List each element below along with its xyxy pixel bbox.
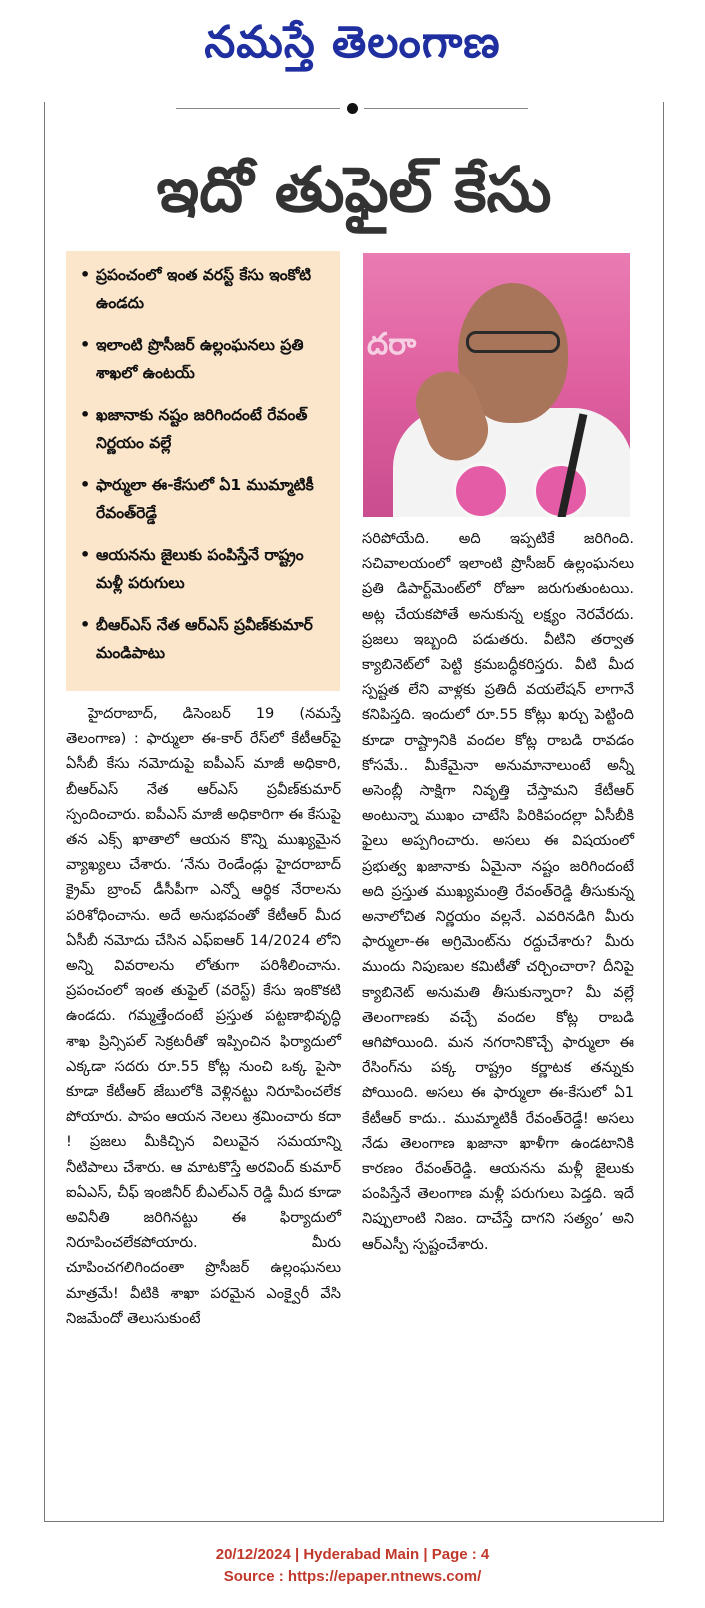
bullet-mark: •	[80, 475, 91, 494]
bullet-mark: •	[80, 405, 91, 424]
article-column-left	[66, 701, 341, 1331]
bullet-mark: •	[80, 265, 91, 284]
top-rule-dot	[347, 103, 358, 114]
top-rule-left	[176, 108, 340, 109]
top-rule-right	[364, 108, 528, 109]
highlight-text: ఫార్ములా ఈ-కేసులో ఏ1 ముమ్మాటికీ రేవంత్‌రెడ్డే	[96, 476, 314, 522]
bullet-mark: •	[80, 335, 91, 354]
highlight-item	[80, 401, 330, 457]
highlight-item	[80, 471, 330, 527]
highlight-item	[80, 261, 330, 317]
highlight-text: ఖజానాకు నష్టం జరిగిందంటే రేవంత్ నిర్ణయం వల్లే	[96, 406, 308, 452]
highlight-text: ప్రపంచంలో ఇంత వరస్ట్ కేసు ఇంకోటి ఉండదు	[96, 266, 312, 312]
article-headline: ఇదో తుఫైల్ కేసు	[156, 153, 552, 226]
highlight-text: ఇలాంటి ప్రొసీజర్ ఉల్లంఘనలు ప్రతి శాఖలో ఉంటయ్	[96, 336, 304, 382]
highlights-box	[66, 251, 340, 691]
highlight-text: బీఆర్‌ఎస్ నేత ఆర్‌ఎస్ ప్రవీణ్‌కుమార్ మండిపాటు	[96, 616, 313, 662]
highlight-item	[80, 331, 330, 387]
photo-badge	[453, 463, 509, 517]
bullet-mark: •	[80, 615, 91, 634]
highlight-item	[80, 541, 330, 597]
speaker-photo	[363, 253, 630, 517]
photo-banner-text: దరా	[367, 327, 417, 362]
article-column-right	[362, 526, 634, 1257]
article-body-left: హైదరాబాద్, డిసెంబర్ 19 (నమస్తే తెలంగాణ) : ఫార్ములా ఈ-కార్ రేస్‌లో కేటీఆర్‌పై ఏసీబీ కేసు నమోదుపై ఐపీఎస్ మాజీ అధికారి, బీఆర్‌ఎస్ నేత ఆర్‌ఎస్ ప్రవీణ్‌కుమార్ స్పందించారు. ఐపీఎస్ మాజీ అధికారిగా ఈ కేసుపై తన ఎక్స్ ఖాతాలో ఆయన కొన్ని ముఖ్యమైన వ్యాఖ్యలు చేశారు. ‘నేను రెండేండ్లు హైదరాబాద్ క్రైమ్ బ్రాంచ్ డీసీపీగా ఎన్నో ఆర్థిక నేరాలను పరిశోధించాను. అదే అనుభవంతో కేటీఆర్ మీద ఏసీబీ నమోదు చేసిన ఎఫ్ఐఆర్ 14/2024 లోని అన్ని వివరాలను లోతుగా పరిశీలించాను. ప్రపంచంలో ఇంత తుఫైల్ (వరెస్ట్) కేసు ఇంకొకటి ఉండదు. గమ్మత్తేందంటే ప్రస్తుత పట్టణాభివృద్ధి శాఖ ప్రిన్సిపల్ సెక్రటరీతో ఇప్పించిన ఫిర్యాదులో ఎక్కడా సదరు రూ.55 కోట్ల నుంచి ఒక్క పైసా కూడా కేటీఆర్ జేబులోకి వెళ్లినట్టు నిరూపించలేక పోయారు. పాపం ఆయన నెలలు శ్రమించారు కదా ! ప్రజలు మీకిచ్చిన విలువైన సమయాన్ని నీటిపాలు చేశారు. ఆ మాటకొస్తే అరవింద్ కుమార్ ఐఏఎస్, చీఫ్ ఇంజినీర్ బీఎల్ఎన్ రెడ్డి మీద కూడా అవినీతి జరిగినట్టు ఈ ఫిర్యాదులో నిరూపించలేకపోయారు. మీరు చూపించగలిగిందంతా ప్రొసీజర్ ఉల్లంఘనలు మాత్రమే! వీటికి శాఖా పరమైన ఎంక్వైరీ వేసి నిజమేందో తెలుసుకుంటే	[66, 705, 341, 1327]
masthead-title: నమస్తే తెలంగాణ	[204, 17, 501, 68]
footer-source-link[interactable]: Source : https://epaper.ntnews.com/	[223, 1568, 482, 1585]
bullet-mark: •	[80, 545, 91, 564]
article-body-right: సరిపోయేది. అది ఇప్పటికే జరిగింది. సచివాలయంలో ఇలాంటి ప్రొసీజర్ ఉల్లంఘనలు ప్రతి డిపార్ట్‌మెంట్‌లో రోజూ జరుగుతుంటయి. అట్ల చేయకపోతే అనుకున్న లక్ష్యం నెరవేరదు. ప్రజలు ఇబ్బంది పడుతరు. వీటిని తర్వాత క్యాబినెట్‌లో పెట్టి క్రమబద్ధీకరిస్తరు. వీటి మీద స్పష్టత లేని వాళ్లకు ప్రతిదీ వయలేషన్ లాగానే కనిపిస్తది. ఇందులో రూ.55 కోట్లు ఖర్చు పెట్టింది కూడా రాష్ట్రానికి వందల కోట్ల రాబడి రావడం కోసమే.. మీకేమైనా అనుమానాలుంటే అన్నీ అసెంబ్లీ సాక్షిగా నివృత్తి చేస్తామని కేటీఆర్ అంటున్నా ముఖం చాటేసి పిరికిపందల్లా ఏసీబీకి ఫైలు అప్పగించారు. అసలు ఈ విషయంలో ప్రభుత్వ ఖజానాకు ఏమైనా నష్టం జరిగిందంటే అది ప్రస్తుత ముఖ్యమంత్రి రేవంత్‌రెడ్డి తీసుకున్న అనాలోచిత నిర్ణయం వల్లనే. ఎవరినడిగి మీరు ఫార్ములా-ఈ అగ్రిమెంట్‌ను రద్దుచేశారు? మీరు ముందు నిపుణుల కమిటీతో చర్చించారా? దీనిపై క్యాబినెట్ అనుమతి తీసుకున్నారా? మీ వల్లే తెలంగాణకు వచ్చే వందల కోట్ల రాబడి ఆగిపోయింది. మన నగరానికొచ్చే ఫార్ములా ఈ రేసింగ్‌ను పక్క రాష్ట్రం కర్ణాటక తన్నుకు పోయింది. అసలు ఈ ఫార్ములా ఈ-కేసులో ఏ1 కేటీఆర్ కాదు.. ముమ్మాటికీ రేవంత్‌రెడ్డే! అసలు నేడు తెలంగాణ ఖజానా ఖాళీగా ఉండటానికి కారణం రేవంత్‌రెడ్డి. ఆయనను మళ్లీ జైలుకు పంపిస్తేనే తెలంగాణ మళ్లీ పరుగులు పెడ్తది. ఇదే నిప్పులాంటి నిజం. దాచేస్తే దాగని సత్యం’ అని ఆర్ఎస్పీ స్పష్టంచేశారు.	[362, 530, 634, 1253]
highlight-item	[80, 611, 330, 667]
footer-date-edition: 20/12/2024 | Hyderabad Main | Page : 4	[215, 1546, 490, 1563]
highlight-text: ఆయనను జైలుకు పంపిస్తేనే రాష్ట్రం మళ్లీ పరుగులు	[96, 546, 304, 592]
photo-glasses	[466, 331, 560, 353]
